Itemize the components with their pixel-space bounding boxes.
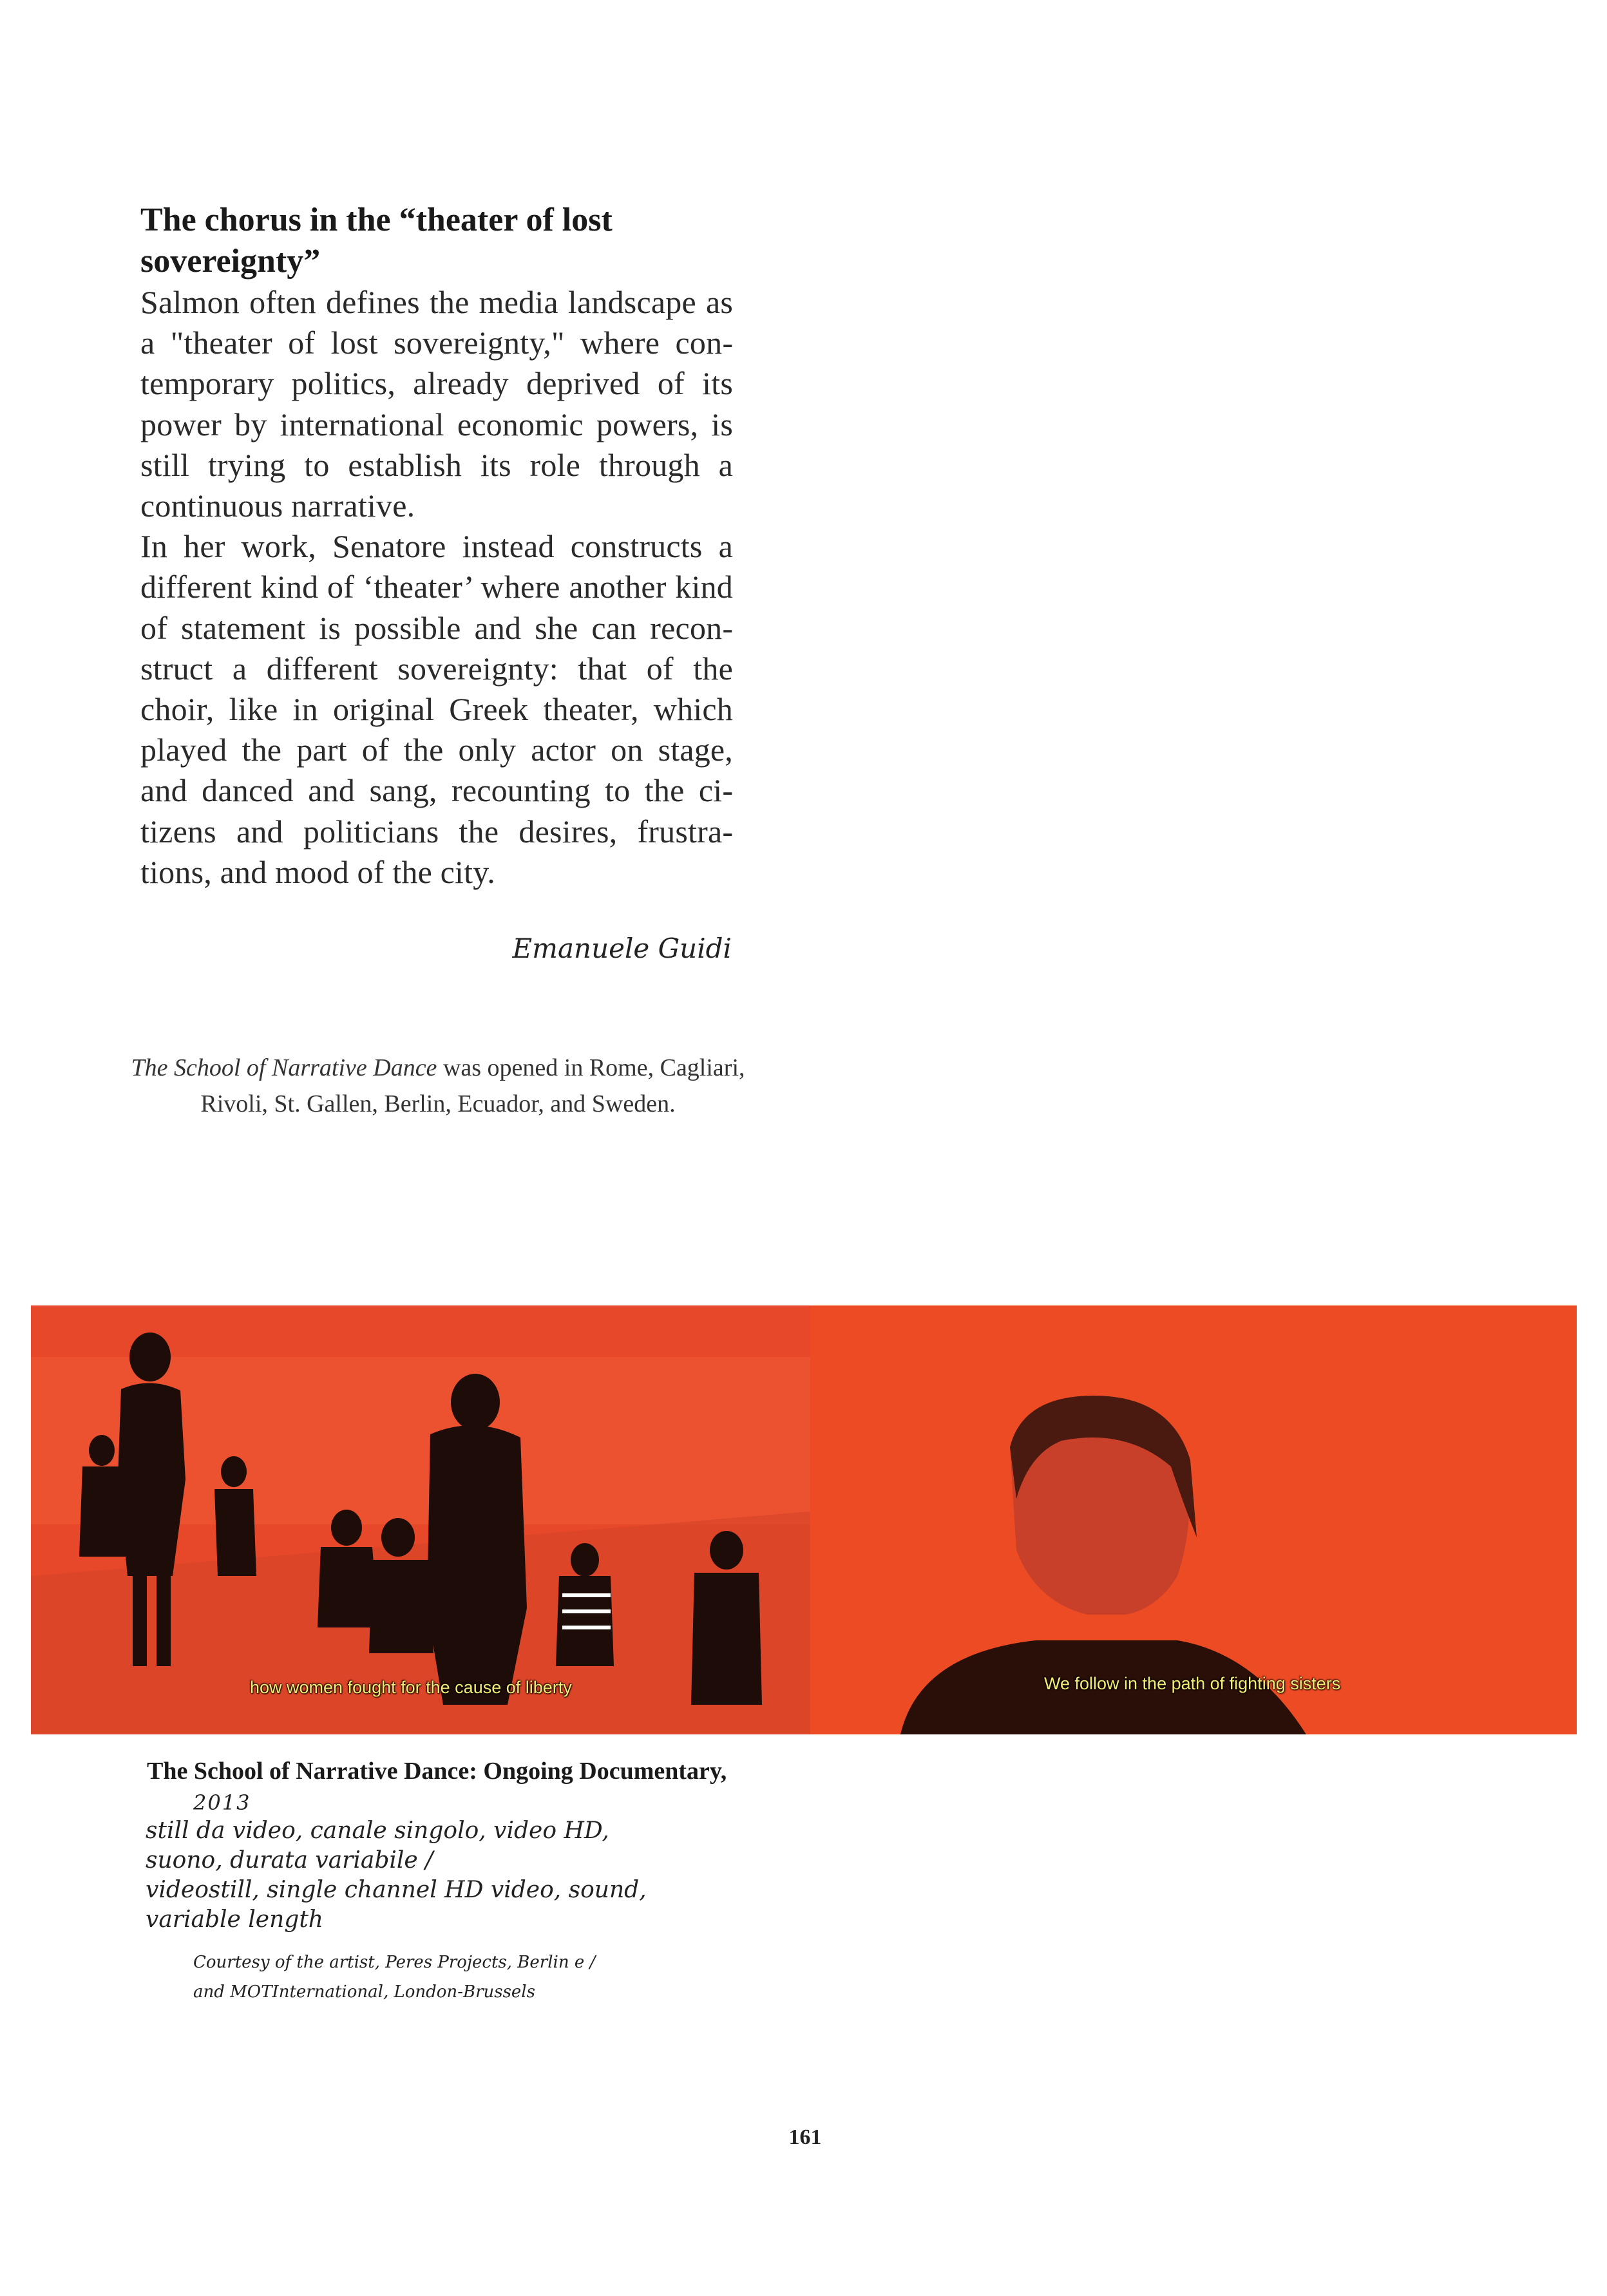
caption-detail-line: suono, durata variabile / — [146, 1847, 433, 1874]
caption-title: The School of Narrative Dance: Ongoing Documentary, — [147, 1758, 727, 1785]
caption-credit — [193, 1948, 595, 2007]
subtitle-left: how women fought for the cause of liberty — [250, 1678, 572, 1697]
credit-line: Courtesy of the artist, Peres Projects, Berlin e / — [193, 1953, 596, 1972]
note-title: The School of Narrative Dance — [131, 1054, 437, 1081]
caption-details — [146, 1816, 647, 1935]
note-text — [129, 1050, 747, 1122]
subtitle-right: We follow in the path of fighting sisters — [1044, 1674, 1341, 1693]
caption-detail-line: videostill, single channel HD video, sound, — [146, 1877, 647, 1903]
video-still-image — [31, 1305, 1577, 1734]
video-still-graphic — [31, 1305, 1577, 1734]
paragraph: Salmon often defines the media landscape as a "theater of lost sovereignty," where contemporary politics, already deprived of its power by international economic powers, is still trying to establish its role through a continuous narrative. — [140, 284, 733, 524]
author-signature: Emanuele Guidi — [512, 933, 732, 964]
caption-detail-line: variable length — [146, 1906, 323, 1933]
article-body — [140, 282, 733, 893]
page-number: 161 — [788, 2125, 822, 2149]
note-body: was opened in Rome, Cagliari, Rivoli, St. Gallen, Berlin, Ecuador, and Sweden. — [200, 1054, 745, 1117]
caption-detail-line: still da video, canale singolo, video HD, — [146, 1817, 609, 1844]
paragraph: In her work, Senatore instead constructs a different kind of ‘theater’ where another kind of statement is possible and she can reconstruct a different sovereignty: that of the choir, like in original Greek theater, which played the part of the only actor on stage, and danced and sang, recounting to the citizens and politicians the desires, frustrations, and mood of the city. — [140, 528, 733, 890]
section-heading: The chorus in the “theater of lost sovereignty” — [140, 202, 613, 280]
caption-year: 2013 — [193, 1790, 251, 1815]
credit-line: and MOTInternational, London-Brussels — [193, 1982, 535, 2002]
